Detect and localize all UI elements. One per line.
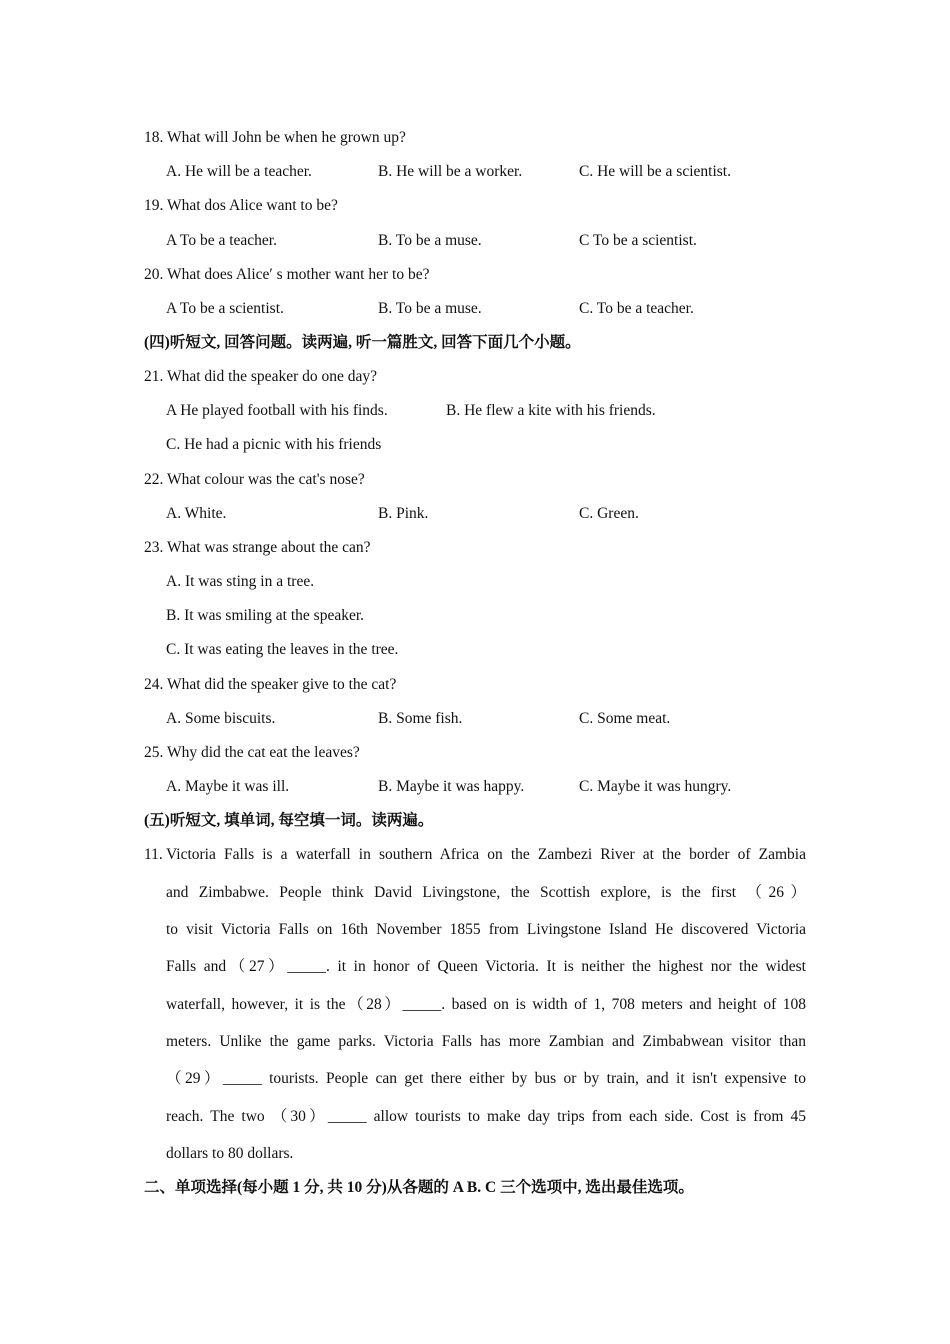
option-b: B. To be a muse. [378,232,482,249]
option-b: B. Some fish. [378,710,463,727]
question-18-options [166,162,806,182]
option-b: B. It was smiling at the speaker. [166,607,365,624]
question-23-stem: 23. What was strange about the can? [144,539,371,556]
option-a: A To be a teacher. [166,232,277,249]
option-a: A. It was sting in a tree. [166,573,315,590]
passage-line: to visit Victoria Falls on 16th November 1855 from Livingstone Island He discovered Victoria [166,921,806,938]
option-a: A. Maybe it was ill. [166,778,290,795]
option-a: A To be a scientist. [166,300,284,317]
option-c: C. Maybe it was hungry. [579,778,732,795]
option-c: C. He will be a scientist. [579,163,731,180]
question-21-options-row1 [166,401,806,421]
passage-line: meters. Unlike the game parks. Victoria Falls has more Zambian and Zimbabwean visitor than [166,1033,806,1050]
question-24-stem: 24. What did the speaker give to the cat? [144,676,397,693]
option-b: B. Pink. [378,505,429,522]
option-a: A. He will be a teacher. [166,163,312,180]
passage-line: Falls and（27）_____. it in honor of Queen Victoria. It is neither the highest nor the widest [166,958,806,975]
option-c: C. It was eating the leaves in the tree. [166,641,399,658]
question-20-stem: 20. What does Alice′ s mother want her to be? [144,266,430,283]
option-c: C. To be a teacher. [579,300,694,317]
option-b: B. He will be a worker. [378,163,523,180]
passage-line: Victoria Falls is a waterfall in southern Africa on the Zambezi River at the border of Zambia [166,846,806,863]
question-22-options [166,504,806,524]
part-2-heading: 二、单项选择(每小题 1 分, 共 10 分)从各题的 A B. C 三个选项中, 选出最佳选项。 [144,1179,694,1196]
option-a: A He played football with his finds. [166,402,388,419]
question-19-options [166,231,806,251]
passage-line: and Zimbabwe. People think David Livingstone, the Scottish explore, is the first （26） [166,884,806,901]
question-25-stem: 25. Why did the cat eat the leaves? [144,744,360,761]
option-b: B. To be a muse. [378,300,482,317]
option-a: A. Some biscuits. [166,710,276,727]
option-c: C. Some meat. [579,710,671,727]
section-4-heading: (四)听短文, 回答问题。读两遍, 听一篇胜文, 回答下面几个小题。 [144,334,581,351]
passage-line: （29）_____ tourists. People can get there either by bus or by train, and it isn't expensive to [166,1070,806,1087]
option-c: C To be a scientist. [579,232,697,249]
question-25-options [166,777,806,797]
question-21-stem: 21. What did the speaker do one day? [144,368,377,385]
option-b: B. He flew a kite with his friends. [446,402,656,419]
option-c: C. Green. [579,505,639,522]
option-c: C. He had a picnic with his friends [166,436,382,453]
question-20-options [166,299,806,319]
passage-line: dollars to 80 dollars. [166,1145,294,1162]
option-b: B. Maybe it was happy. [378,778,525,795]
question-18-stem: 18. What will John be when he grown up? [144,129,406,146]
passage-line: waterfall, however, it is the（28）_____. based on is width of 1, 708 meters and height of 108 [166,996,806,1013]
passage-number: 11. [144,846,163,863]
question-22-stem: 22. What colour was the cat's nose? [144,471,365,488]
option-a: A. White. [166,505,227,522]
section-5-heading: (五)听短文, 填单词, 每空填一词。读两遍。 [144,812,434,829]
question-24-options [166,709,806,729]
passage-line: reach. The two （30）_____ allow tourists to make day trips from each side. Cost is from 45 [166,1108,806,1125]
question-19-stem: 19. What dos Alice want to be? [144,197,338,214]
